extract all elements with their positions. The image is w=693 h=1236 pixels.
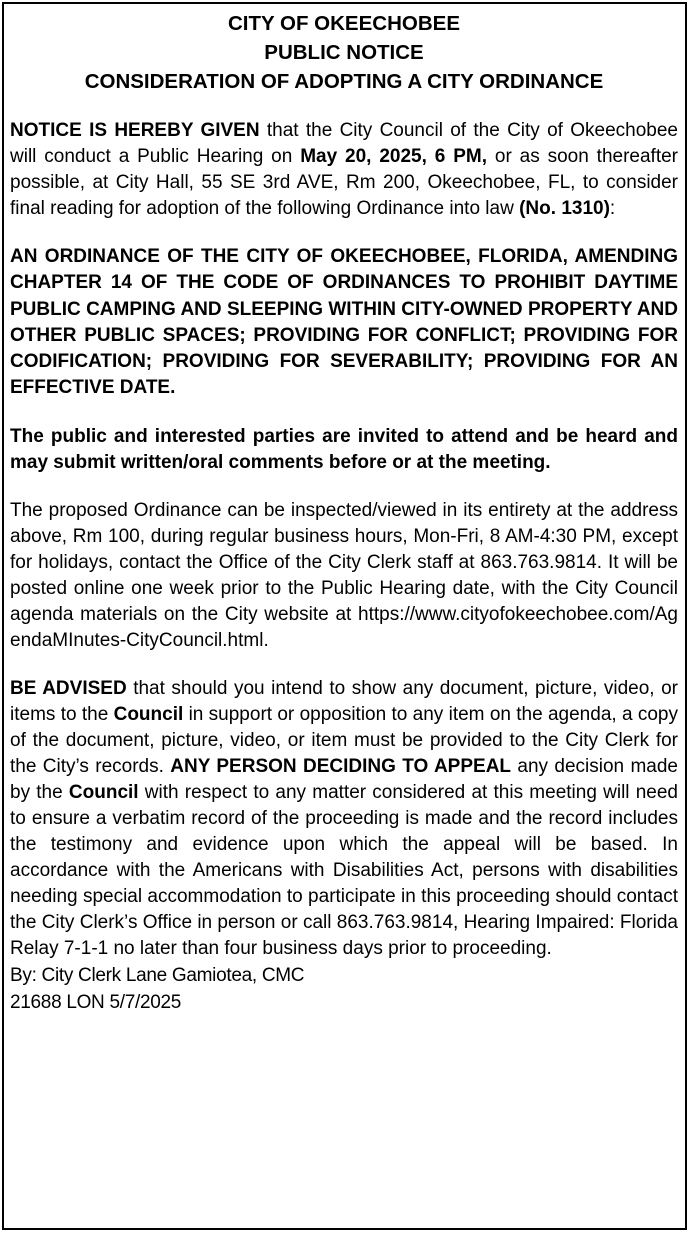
hearing-text-3: : [609, 198, 616, 219]
notice-reference: 21688 LON 5/7/2025 [10, 991, 182, 1013]
advised-text-1: that should you intend to show any document, picture, video, or items to the [10, 677, 678, 725]
inspection-end: . [263, 629, 269, 651]
public-invitation: The public and interested parties are invited to attend and be heard and may submit written/oral comments before or at the meeting. [10, 425, 678, 473]
public-notice [2, 2, 687, 1230]
hearing-text-2: or as soon thereafter possible, at City Hall, 55 SE 3rd AVE, Rm 200, Okeechobee, FL, to consider final reading for adoption of the following Ordinance into law [10, 146, 679, 219]
hearing-text-1: that the City Council of the City of Okeechobee will conduct a Public Hearing on [10, 120, 678, 167]
agenda-url-link[interactable]: https://www.cityofokeechobee.com/AgendaMInutes-CityCouncil.html [10, 603, 678, 651]
advised-paragraph [10, 676, 678, 962]
ordinance-title: AN ORDINANCE OF THE CITY OF OKEECHOBEE, FLORIDA, AMENDING CHAPTER 14 OF THE CODE OF ORDINANCES TO PROHIBIT DAYTIME PUBLIC CAMPING AND SLEEPING WITHIN CITY-OWNED PROPERTY AND OTHER PUBLIC SPACES; PROVIDING FOR CONFLICT; PROVIDING FOR CODIFICATION; PROVIDING FOR SEVERABILITY; PROVIDING FOR AN EFFECTIVE DATE. [10, 246, 678, 399]
notice-type-heading: PUBLIC NOTICE [264, 41, 424, 64]
advised-text-4: with respect to any matter considered at this meeting will need to ensure a verbatim record of the proceeding is made and the record includes the testimony and evidence upon which the appeal will be based. In accordance with the Americans with Disabilities Act, persons with disabilities needing special accommodation to participate in this proceeding should contact the City Clerk’s Office in person or call 863.763.9814, Hearing Impaired: Florida Relay 7-1-1 no later than four business days prior to proceeding. [10, 781, 678, 959]
notice-subject-heading: CONSIDERATION OF ADOPTING A CITY ORDINANCE [84, 70, 604, 93]
advised-text-3: any decision made by the [10, 755, 678, 803]
hearing-paragraph [10, 118, 678, 222]
inspection-text: The proposed Ordinance can be inspected/viewed in its entirety at the address above, Rm 100, during regular business hours, Mon-Fri, 8 AM-4:30 PM, except for holidays, contact the Office of the City Clerk staff at 863.763.9814. It will be posted online one week prior to the Public Hearing date, with the City Council agenda materials on the City website at [10, 499, 678, 625]
notice-lead: NOTICE IS HEREBY GIVEN [10, 120, 260, 141]
ordinance-number: (No. 1310) [519, 198, 610, 219]
council-term-1: Council [113, 703, 184, 725]
hearing-date: May 20, 2025, 6 PM, [300, 146, 487, 167]
council-term-2: Council [68, 781, 139, 803]
inspection-paragraph [10, 498, 678, 654]
signature-line: By: City Clerk Lane Gamiotea, CMC [10, 964, 305, 986]
advised-text-2: in support or opposition to any item on the agenda, a copy of the document, picture, video, or item must be provided to the City Clerk for the City’s records. [10, 703, 678, 777]
appeal-notice: ANY PERSON DECIDING TO APPEAL [170, 755, 512, 777]
notice-city-heading: CITY OF OKEECHOBEE [228, 12, 460, 35]
advised-lead: BE ADVISED [10, 677, 127, 699]
